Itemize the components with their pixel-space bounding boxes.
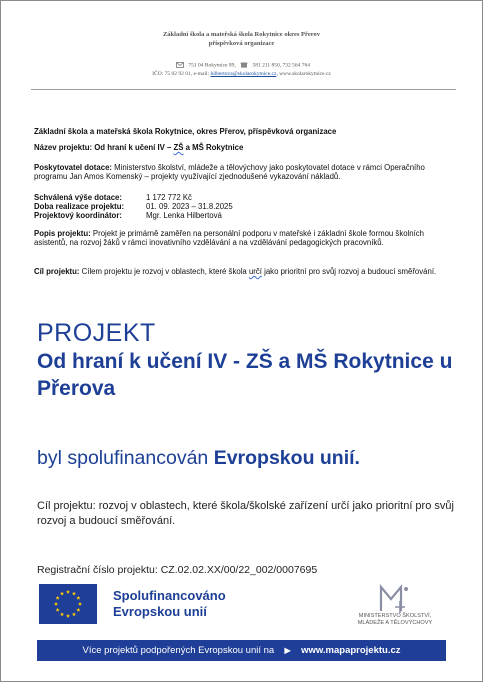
letterhead-phones: 581 211 850, 732 564 764 bbox=[252, 62, 311, 69]
funding-text: byl spolufinancován bbox=[37, 447, 214, 469]
arrow-right-icon: ► bbox=[282, 644, 294, 657]
project-name-value-c: a MŠ Rokytnice bbox=[183, 143, 244, 152]
coordinator-value: Mgr. Lenka Hilbertová bbox=[146, 211, 222, 220]
organization-name: Základní škola a mateřská škola Rokytnice, okres Přerov, příspěvková organizace bbox=[34, 127, 337, 136]
letterhead-contact bbox=[1, 62, 482, 68]
goal-value-c: jako prioritní pro svůj rozvoj a budoucí směřování. bbox=[261, 267, 437, 276]
provider-label: Poskytovatel dotace: bbox=[34, 163, 112, 172]
project-description bbox=[34, 229, 459, 248]
goal-label: Cíl projektu: bbox=[34, 267, 80, 276]
envelope-icon bbox=[176, 62, 184, 68]
approved-amount-row bbox=[34, 193, 192, 202]
project-name bbox=[34, 143, 459, 152]
amount-value: 1 172 772 Kč bbox=[146, 193, 192, 202]
goal-value-a: Cílem projektu je rozvoj v oblastech, které škola bbox=[81, 267, 249, 276]
period-value: 01. 09. 2023 – 31.8.2025 bbox=[146, 202, 233, 211]
eu-text-line2: Evropskou unií bbox=[113, 604, 207, 619]
letterhead-email-link[interactable]: hilbertova@skolarokytnice.cz bbox=[210, 71, 277, 77]
amount-label: Schválená výše dotace: bbox=[34, 193, 122, 202]
poster-project-title: Od hraní k učení IV - ZŠ a MŠ Rokytnice u Přerova bbox=[37, 350, 453, 400]
msmt-logo bbox=[375, 583, 411, 615]
funding-eu: Evropskou unií. bbox=[213, 447, 360, 469]
poster-goal: Cíl projektu: rozvoj v oblastech, které škola/školské zařízení určí jako prioritní pro svůj rozvoj a budoucí směřování. bbox=[37, 500, 454, 527]
msmt-line2: MLÁDEŽE A TĚLOVÝCHOVY bbox=[357, 619, 433, 626]
letterhead-address: 751 04 Rokytnice 89, bbox=[188, 62, 236, 69]
goal-value-b: určí bbox=[248, 267, 262, 276]
period-row bbox=[34, 202, 233, 211]
banner-url-link[interactable]: www.mapaprojektu.cz bbox=[301, 645, 401, 656]
poster-projekt-heading: PROJEKT bbox=[37, 319, 156, 347]
eu-cofinanced-text bbox=[113, 588, 226, 620]
eu-flag-logo bbox=[39, 584, 97, 624]
poster-funding-statement bbox=[37, 447, 360, 470]
letterhead-ids bbox=[1, 71, 482, 77]
provider-value: Ministerstvo školství, mládeže a tělovýchovy jako poskytovatel dotace v rámci Operačního programu Jan Amos Komenský – projekty využívající zjednodušené vykazování nákladů. bbox=[34, 163, 425, 182]
letterhead-divider bbox=[31, 89, 456, 90]
eu-text-line1: Spolufinancováno bbox=[113, 588, 226, 603]
letterhead-subtitle: příspěvková organizace bbox=[208, 40, 275, 47]
project-name-label: Název projektu: bbox=[34, 143, 93, 152]
banner-text: Více projektů podpořených Evropskou unií na bbox=[82, 645, 275, 656]
phone-icon bbox=[240, 62, 248, 68]
period-label: Doba realizace projektu: bbox=[34, 202, 125, 211]
letterhead-title: Základní škola a mateřská škola Rokytnice okres Přerov bbox=[162, 31, 321, 38]
project-name-value-b: ZŠ bbox=[173, 143, 184, 152]
description-value: Projekt je primárně zaměřen na personální podporu v mateřské i základní škole formou školních asistentů, na rozvoj žáků v rámci inovativního vzdělávání a na vzdělávání pedagogických pracovníků. bbox=[34, 229, 425, 248]
coordinator-label: Projektový koordinátor: bbox=[34, 211, 122, 220]
letterhead-web: , www.skolarokytnice.cz bbox=[276, 71, 331, 77]
coordinator-row bbox=[34, 211, 222, 220]
mapaprojektu-banner[interactable] bbox=[37, 640, 446, 661]
description-label: Popis projektu: bbox=[34, 229, 91, 238]
letterhead-ico: IČO: 75 02 92 01, e-mail: bbox=[152, 71, 210, 77]
project-name-value-a: Od hraní k učení IV – bbox=[94, 143, 174, 152]
grant-provider bbox=[34, 163, 459, 182]
project-goal bbox=[34, 267, 459, 276]
msmt-line1: MINISTERSTVO ŠKOLSTVÍ, bbox=[358, 613, 432, 619]
msmt-caption bbox=[339, 613, 451, 626]
registration-number: Registrační číslo projektu: CZ.02.02.XX/00/22_002/0007695 bbox=[37, 564, 318, 576]
